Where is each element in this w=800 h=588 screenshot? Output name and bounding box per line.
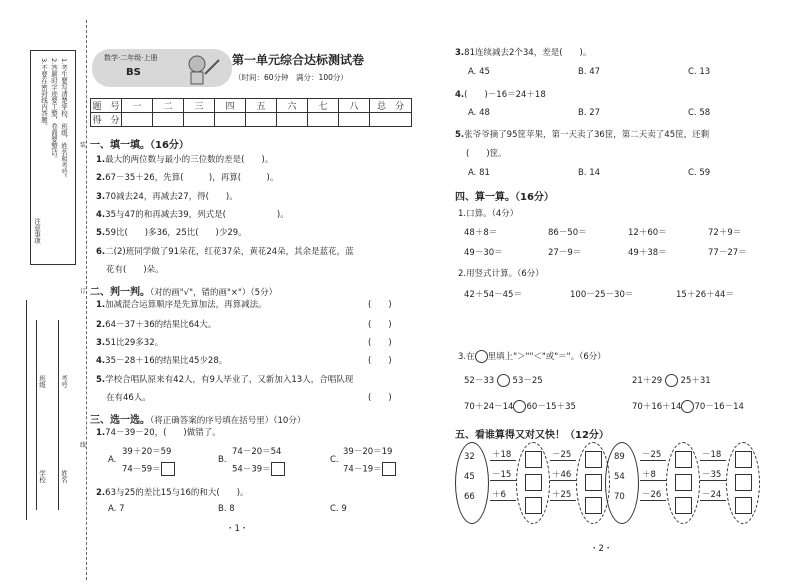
score-head-0: 题 号 [91,99,122,113]
start-num: 32 [464,452,475,462]
field-id: 考号 [60,375,68,388]
section2-note: （对的画"√"，错的画"×"）（5分） [150,288,278,298]
start-num: 70 [614,492,625,502]
opt-a: A. 7 [108,504,125,514]
answer-box[interactable] [735,474,752,491]
cmp-left: 52－33 [464,376,495,386]
opt-a: A. 48 [468,108,490,118]
arrow-icon [550,460,576,461]
vertical-item: 42＋54－45＝ [464,290,522,300]
q2-3: 51比29多32。 [105,338,164,348]
answer-box[interactable] [675,451,692,468]
q3-4: ( )－16＝24＋18 [464,90,546,100]
compare-circle[interactable] [665,374,678,387]
field-school: 学校 [38,470,46,483]
op-label: ＋8 [642,470,656,480]
start-num: 54 [614,472,625,482]
q-num: 1. [96,155,106,165]
opt-c: C. 9 [330,504,347,514]
answer-paren[interactable]: ( ) [368,320,392,330]
q-num: 3. [96,192,106,202]
cmp-left: 70＋24－14 [464,402,514,412]
score-head-7: 七 [308,99,339,113]
section3-title: 三、选一选。 [90,415,150,426]
cmp-left: 21＋29 [632,376,663,386]
answer-paren[interactable]: ( ) [368,393,392,403]
arrow-icon [550,500,576,501]
opt-b: B. 27 [578,108,601,118]
seal-char-3: 线 [80,442,87,449]
opt-label: A. [108,455,117,465]
section4-title: 四、算一算。（16分） [455,192,554,203]
q3-5-cont: ( )筐。 [466,149,507,159]
opt-b-line2: 54－39＝ [232,464,271,475]
oral-item: 48＋8＝ [464,228,498,238]
opt-b: B. 8 [218,504,235,514]
q-num: 1. [96,300,106,310]
opt-b-line1: 74－20＝54 [232,447,282,457]
arrow-icon [490,500,516,501]
oral-item: 12＋60＝ [628,228,667,238]
compare-circle[interactable] [497,374,510,387]
opt-c: C. 59 [688,168,711,178]
score-head-3: 三 [184,99,215,113]
seal-char-2: 订 [80,288,87,295]
oral-item: 72＋9＝ [708,228,742,238]
badge-label: 数学·二年级·上册 [104,54,158,62]
opt-c: C. 13 [688,67,711,77]
opt-label: C. [330,455,339,465]
q-num: 5. [96,228,106,238]
circle-icon [475,350,488,363]
cmp-left: 70＋16＋14 [632,402,682,412]
answer-box[interactable] [675,474,692,491]
start-num: 89 [614,452,625,462]
notes-line-1: 1.考生要写清楚学校、班级、姓名和考号。 [60,58,68,182]
q1-6-cont: 花有( )朵。 [106,265,164,275]
answer-paren[interactable]: ( ) [368,300,392,310]
q3-1: 74－39－20，( )做错了。 [105,428,221,438]
q-num: 5. [455,130,465,140]
opt-b: B. 14 [578,168,601,178]
q1-6: 二(2)班同学做了91朵花，红花37朵，黄花24朵，其余是蓝花，蓝 [105,247,354,257]
answer-box[interactable] [271,462,285,476]
mascot-icon [175,52,225,88]
edition-label: BS [126,67,141,78]
arrow-icon [700,480,726,481]
seal-char-1: 装 [80,142,87,149]
oral-title: 1.口算。（4分） [458,209,519,219]
answer-paren[interactable]: ( ) [368,356,392,366]
score-cell[interactable] [277,113,308,127]
score-cell[interactable] [339,113,370,127]
q2-2: 64－37＋36的结果比64大。 [105,320,217,330]
page-title: 第一单元综合达标测试卷 [232,53,365,67]
page-subtitle: （时间：60分钟 满分：100分） [234,73,348,82]
opt-a-line1: 39＋20＝59 [122,447,172,457]
notes-line-2: 2.答题时字迹要工整，卷面要整洁。 [50,58,58,162]
opt-c-line1: 39－20＝19 [343,447,393,457]
compare-circle[interactable] [513,400,526,413]
opt-a-line2: 74－59＝ [122,464,161,475]
answer-box[interactable] [525,451,542,468]
op-label: －18 [702,450,722,460]
notes-title: 注意事项 [33,218,41,244]
arrow-icon [550,480,576,481]
answer-box[interactable] [382,462,396,476]
q2-5-cont: 在有46人。 [106,393,151,403]
fold-line [86,20,87,580]
op-label: ＋18 [492,450,512,460]
score-row-label: 得 分 [91,113,122,127]
compare-title-b: 里填上"＞""＜"或"＝"。（6分） [487,352,606,362]
score-head-8: 八 [339,99,370,113]
oral-item: 49＋38＝ [628,248,667,258]
q-num: 3. [96,338,106,348]
score-cell[interactable] [122,113,153,127]
answer-paren[interactable]: ( ) [368,338,392,348]
compare-title-a: 3.在 [458,352,475,362]
q3-5: 张爷爷摘了95筐苹果，第一天卖了36筐，第二天卖了45筐，还剩 [464,130,710,140]
op-label: ＋25 [552,490,572,500]
field-class: 班级 [38,375,46,388]
q1-2: 67－35＋26，先算( )，再算( )。 [105,173,279,183]
q-num: 3. [455,48,465,58]
vertical-title: 2.用竖式计算。（6分） [458,269,544,279]
cmp-right: 70－16－14 [694,402,744,412]
oral-item: 27－9＝ [548,248,582,258]
cmp-right: 25＋31 [680,376,711,386]
score-head-4: 四 [215,99,246,113]
score-head-2: 二 [153,99,184,113]
oral-item: 86－50＝ [548,228,587,238]
score-head-1: 一 [122,99,153,113]
op-label: ＋46 [552,470,572,480]
arrow-icon [490,480,516,481]
arrow-icon [490,460,516,461]
opt-c: C. 58 [688,108,711,118]
q2-1: 加减混合运算顺序是先算加法，再算减法。 [105,300,267,310]
score-table [90,98,412,127]
q-num: 2. [96,173,106,183]
score-head-5: 五 [246,99,277,113]
q1-1: 最大的两位数与最小的三位数的差是( )。 [105,155,274,165]
opt-a: A. 81 [468,168,490,178]
q-num: 4. [455,90,465,100]
op-label: －24 [702,490,722,500]
op-label: －15 [492,470,512,480]
op-label: －25 [552,450,572,460]
page-number-2: ・2・ [590,544,613,554]
opt-b: B. 47 [578,67,601,77]
q-num: 5. [96,375,106,385]
score-cell[interactable] [370,113,412,127]
arrow-icon [700,500,726,501]
section1-title: 一、填一填。（16分） [90,140,189,151]
q-num: 4. [96,356,106,366]
op-label: －35 [702,470,722,480]
answer-box[interactable] [525,474,542,491]
answer-box[interactable] [585,497,602,514]
score-cell[interactable] [215,113,246,127]
notes-line-3: 3.不要在密封线内答题。 [40,58,48,130]
score-head-9: 总 分 [370,99,412,113]
field-name: 姓名 [60,470,68,483]
answer-box[interactable] [735,451,752,468]
section5-title: 五、看谁算得又对又快！（12分） [455,430,609,441]
answer-box[interactable] [735,497,752,514]
arrow-icon [700,460,726,461]
q1-4: 35与47的和再减去39，列式是( )。 [105,210,289,220]
vertical-item: 100－25－30＝ [570,290,634,300]
start-num: 45 [464,472,475,482]
oral-item: 77－27＝ [708,248,747,258]
arrow-icon [640,500,666,501]
answer-box[interactable] [585,451,602,468]
q-num: 2. [96,320,106,330]
q3-3: 81连续减去2个34，差是( )。 [464,48,592,58]
q3-2: 63与25的差比15与16的和大( )。 [105,488,249,498]
q-num: 6. [96,247,106,257]
compare-circle[interactable] [681,400,694,413]
arrow-icon [640,480,666,481]
answer-box[interactable] [161,462,175,476]
cmp-right: 53－25 [512,376,543,386]
arrow-icon [640,460,666,461]
op-label: ＋6 [492,490,506,500]
q1-5: 59比( )多36，25比( )少29。 [105,228,247,238]
q-num: 4. [96,210,106,220]
score-head-6: 六 [277,99,308,113]
opt-c-line2: 74－19＝ [343,464,382,475]
score-cell[interactable] [246,113,277,127]
cmp-right: 60－15＋35 [526,402,576,412]
op-label: －26 [642,490,662,500]
opt-label: B. [218,455,227,465]
opt-a: A. 45 [468,67,490,77]
answer-box[interactable] [585,474,602,491]
q2-4: 35－28＋16的结果比45少28。 [105,356,228,366]
oral-item: 49－30＝ [464,248,503,258]
info-stub [26,300,74,520]
section3-note: （将正确答案的序号填在括号里）（10分） [150,416,306,426]
q1-3: 70减去24，再减去27，得( )。 [105,192,238,202]
score-cell[interactable] [308,113,339,127]
q2-5: 学校合唱队原来有42人，有9人毕业了，又新加入13人，合唱队现 [105,375,354,385]
op-label: －25 [642,450,662,460]
score-cell[interactable] [153,113,184,127]
score-cell[interactable] [184,113,215,127]
start-num: 66 [464,492,475,502]
section2-title: 二、判一判。 [90,287,150,298]
page-number-1: ・1・ [226,524,249,534]
answer-box[interactable] [675,497,692,514]
answer-box[interactable] [525,497,542,514]
vertical-item: 15＋26＋44＝ [676,290,734,300]
